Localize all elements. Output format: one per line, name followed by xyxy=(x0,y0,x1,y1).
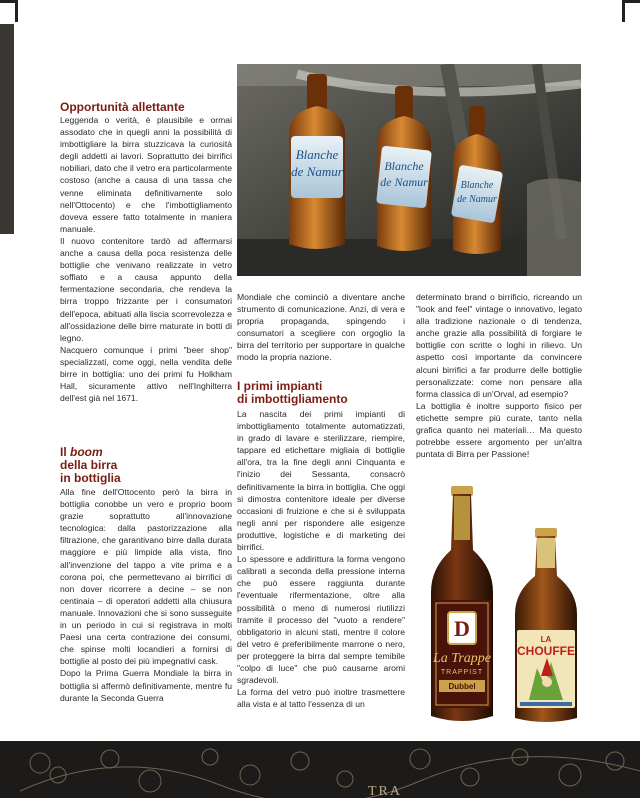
section-heading-opportunita: Opportunità allettante xyxy=(60,100,185,114)
svg-text:D: D xyxy=(454,616,470,641)
paragraph: determinato brand o birrificio, ricreando un "look and feel" vintage o innovativo, legato alla tradizione nazionale o di tendenza, anche grazie alla possibilità di forgiare le bottiglie con scritte o loghi in rilievo. Un aspetto così importante da convincere alcuni birrifici a far produrre delle bottiglie personalizzate: come non pensare alla forma classica di un'Orval, ad esempio? xyxy=(416,292,582,399)
column3-body xyxy=(416,291,582,460)
heading-part: I primi impianti xyxy=(237,379,323,393)
svg-text:LA: LA xyxy=(540,635,552,644)
left-edge-strip xyxy=(0,24,14,234)
column2-top-text: Mondiale che cominciò a diventare anche strumento di comunicazione. Anzi, di vera e propria propaganda, spingendo i consumatori a scegliere con orgoglio la birra del territorio per supportare in qualche modo la propria nazione. xyxy=(237,292,405,363)
svg-text:de Namur: de Namur xyxy=(457,194,497,205)
section-heading-impianti xyxy=(237,380,348,406)
heading-part: della birra xyxy=(60,458,118,472)
footer-band xyxy=(0,741,640,798)
la-trappe-bottle xyxy=(431,486,493,721)
svg-text:CHOUFFE: CHOUFFE xyxy=(517,644,575,658)
section1-body xyxy=(60,114,232,404)
beer-bottles-image xyxy=(417,480,587,730)
svg-text:La Trappe: La Trappe xyxy=(433,651,491,666)
heading-part: Il xyxy=(60,445,71,459)
section3-body xyxy=(237,408,405,710)
svg-text:de Namur: de Namur xyxy=(291,164,343,179)
svg-text:de Namur: de Namur xyxy=(380,175,428,189)
heading-part: di imbottigliamento xyxy=(237,392,348,406)
heading-emphasis: boom xyxy=(70,445,103,459)
paragraph: Il nuovo contenitore tardò ad affermarsi anche a causa della poca resistenza delle bottiglie che venivano realizzate in vetro soffiato e a causa appunto della fermentazione secondaria, che rendeva la birra troppo frizzante per i consumatori dell'epoca, abituati alla liscia scorrevolezza e all'ossidazione delle birre maturate in botti di legno. xyxy=(60,235,232,343)
crop-mark xyxy=(622,0,625,22)
svg-text:Blanche: Blanche xyxy=(384,159,424,173)
bottling-line-photo xyxy=(237,64,581,276)
paragraph: Lo spessore e addirittura la forma vengono calibrati a seconda della pressione interna che può essere raggiunta durante l'eventuale rifermentazione, oltre alla possibilità o meno di numerosi riutilizzi tramite il processo del "vuoto a rendere" obbligatorio in alcuni stati, mentre il colore del vetro è preferibilmente marrone o nero, per proteggere la birra dal sempre temibile "colpo di luce" che può causarne aromi sgradevoli. xyxy=(237,554,405,686)
heading-part: in bottiglia xyxy=(60,471,121,485)
section-heading-boom xyxy=(60,446,121,485)
paragraph: Alla fine dell'Ottocento però la birra in bottiglia conobbe un vero e proprio boom grazie soprattutto all'innovazione tecnologica: dalla pastorizzazione alla filtrazione, che garantivano birre dalla durata maggiore e più limpide alla vista, fino all'invenzione del tappo a vite prima e a corona poi, che permettevano ai birrifici di non dover ricorrere a decine – se non centinaia – di operatori addetti alla chiusura manuale. Innovazioni che si sono susseguite in un periodo in cui si registrava in molti Paesi una certa contrazione dei consumi, che spinse molti locandieri a fornirsi di bottiglie al posto dei più impegnativi cask. xyxy=(60,487,232,667)
paragraph: La nascita dei primi impianti di imbottigliamento totalmente automatizzati, in grado di lavare e sterilizzare, riempire, tappare ed etichettare migliaia di bottiglie all'ora, tra la fine degli anni Cinquanta e l'inizio dei Sessanta, consacrò definitivamente la birra in bottiglia. Che oggi si dimostra contenitore ideale per diverse occasioni di fruizione e che si è sviluppata negli anni per rispondere alle esigenze produttive, logistiche e di marketing dei birrifici. xyxy=(237,409,405,553)
paragraph: La forma del vetro può inoltre trasmettere alla vista e al tatto l'essenza di un xyxy=(237,687,405,710)
crop-mark xyxy=(15,0,18,22)
paragraph: Dopo la Prima Guerra Mondiale la birra in bottiglia si affermò definitivamente, mentre fu durante la Seconda Guerra xyxy=(60,668,232,703)
la-chouffe-bottle xyxy=(515,528,577,722)
section2-body xyxy=(60,486,232,704)
hops-pattern xyxy=(0,741,640,798)
svg-text:Blanche: Blanche xyxy=(460,180,494,191)
svg-text:Dubbel: Dubbel xyxy=(448,682,476,691)
paragraph: Nacquero comunque i primi "beer shop" specializzati, come oggi, nella vendita delle birre in bottiglia: uno dei primi fu Holkham Hall, sicuramente attivo nell'Inghilterra dell'est già nel 1671. xyxy=(60,344,232,404)
svg-text:Blanche: Blanche xyxy=(295,147,339,162)
footer-text: TRA xyxy=(368,784,402,798)
paragraph: Leggenda o verità, è plausibile e ormai assodato che in quegli anni la possibilità di imbottigliare la birra stuzzicava la curiosità degli addetti ai lavori. Soprattutto dei birrifici nobiliari, dato che il vetro era particolarmente costoso (anche a causa di una tassa che venne eliminata definitivamente solo nell'Ottocento) e che l'imbottigliamento doveva essere fatto totalmente in maniera manuale. xyxy=(60,115,232,234)
svg-text:TRAPPIST: TRAPPIST xyxy=(440,669,484,676)
paragraph: La bottiglia è inoltre supporto fisico per etichette sempre più curate, tanto nella grafica quanto nei materiali… Ma questo potrebbe essere argomento per un'altra puntata di Birra per Passione! xyxy=(416,400,582,460)
